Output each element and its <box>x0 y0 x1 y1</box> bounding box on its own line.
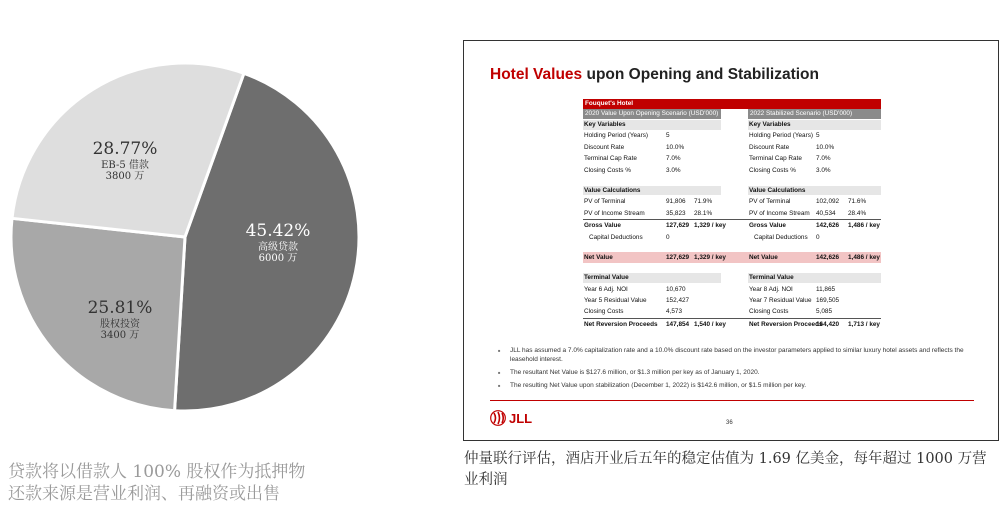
table-cell: 3.0% <box>816 166 831 174</box>
table-row <box>583 306 881 318</box>
table-cell: PV of Terminal <box>749 198 791 206</box>
table-cell: 1,329 / key <box>694 222 726 230</box>
table-cell: Discount Rate <box>749 143 790 151</box>
slide-title-highlight: Hotel Values <box>490 66 583 83</box>
right-caption: 仲量联行评估，酒店开业后五年的稳定估值为 1.69 亿美金，每年超过 1000 万营业利润 <box>464 451 987 488</box>
table-cell: 1,713 / key <box>848 320 880 328</box>
table-cell: 5 <box>816 132 820 140</box>
table-cell: 147,854 <box>666 320 690 328</box>
table-cell: 71.6% <box>848 198 867 206</box>
table-row <box>583 119 881 130</box>
table-cell: 1,486 / key <box>848 222 880 230</box>
table-cell: 28.4% <box>848 209 867 217</box>
table-row <box>583 295 881 306</box>
table-cell: 127,629 <box>666 222 690 230</box>
table-row <box>583 252 881 263</box>
table-row <box>583 176 881 185</box>
pie-label-equity: 25.81% 股权投资 3400 万 <box>87 298 153 342</box>
table-cell: Terminal Cap Rate <box>749 155 802 163</box>
table-cell: 71.9% <box>694 198 713 206</box>
table-cell: 142,626 <box>816 253 840 261</box>
bullet-note: ■ The resulting Net Value upon stabilization (December 1, 2022) is $142.6 million, or $1.5 million per key. <box>498 381 968 390</box>
table-cell: Closing Costs <box>584 308 624 316</box>
table-cell: 28.1% <box>694 209 713 217</box>
table-cell: 10.0% <box>666 143 685 151</box>
valuation-table <box>583 99 881 330</box>
table-cell: 3.0% <box>666 166 681 174</box>
table-cell: Key Variables <box>584 121 626 128</box>
table-cell: Year 5 Residual Value <box>584 297 647 305</box>
left-caption-line-2: 还款来源是营业利润、再融资或出售 <box>8 484 280 504</box>
table-row <box>583 220 881 231</box>
table-cell: 169,505 <box>816 297 840 305</box>
pie-label-eb5: 28.77% EB-5 借款 3800 万 <box>92 139 158 183</box>
table-row <box>583 130 881 141</box>
table-cell: Holding Period (Years) <box>584 132 649 140</box>
jll-logo-icon <box>490 410 506 426</box>
pie-chart <box>0 0 380 440</box>
slide-title <box>490 66 819 84</box>
table-row <box>583 185 881 196</box>
table-cell: Discount Rate <box>584 143 625 151</box>
right-scenario-header: 2022 Stabilized Scenario (USD'000) <box>748 109 881 119</box>
table-row <box>583 272 881 283</box>
table-cell: 10.0% <box>816 143 835 151</box>
table-cell: Value Calculations <box>749 186 806 194</box>
table-cell: Value Calculations <box>584 186 641 194</box>
table-row <box>583 243 881 252</box>
table-title: Fouquet's Hotel <box>583 99 881 109</box>
table-cell: 40,534 <box>816 209 836 217</box>
table-cell: 102,092 <box>816 198 840 206</box>
table-cell: Terminal Value <box>584 274 629 282</box>
table-cell: 152,427 <box>666 297 690 305</box>
bullet-notes <box>498 346 968 394</box>
table-cell: Net Value <box>749 253 778 261</box>
table-cell: Terminal Value <box>749 274 794 282</box>
table-row <box>583 153 881 164</box>
table-cell: 0 <box>816 233 820 241</box>
bullet-note: ■ The resultant Net Value is $127.6 million, or $1.3 million per key as of January 1, 2020. <box>498 368 968 377</box>
table-cell: Holding Period (Years) <box>749 132 814 140</box>
table-cell: Closing Costs % <box>584 166 631 174</box>
left-caption-line-1: 贷款将以借款人 100% 股权作为抵押物 <box>8 462 306 482</box>
table-cell: Gross Value <box>749 222 786 230</box>
table-cell: Closing Costs <box>749 308 789 316</box>
table-row <box>583 142 881 153</box>
table-row <box>583 232 881 243</box>
table-cell: Net Reversion Proceeds <box>584 320 658 328</box>
table-cell: 164,420 <box>816 320 840 328</box>
jll-valuation-slide <box>463 40 999 441</box>
table-cell: Capital Deductions <box>589 233 643 241</box>
left-scenario-header: 2020 Value Upon Opening Scenario (USD'000) <box>583 109 721 119</box>
table-cell: PV of Terminal <box>584 198 626 206</box>
jll-logo <box>490 409 532 427</box>
table-cell: Gross Value <box>584 222 621 230</box>
table-cell: 4,573 <box>666 308 682 316</box>
table-cell: 5 <box>666 132 670 140</box>
table-cell: 11,865 <box>816 285 836 293</box>
table-row <box>583 263 881 272</box>
table-cell: Net Reversion Proceeds <box>749 320 823 328</box>
jll-logo-text: JLL <box>509 410 533 426</box>
table-cell: 7.0% <box>816 155 831 163</box>
table-cell: 127,629 <box>666 253 690 261</box>
table-cell: 1,540 / key <box>694 320 726 328</box>
table-cell: 7.0% <box>666 155 681 163</box>
left-caption <box>8 461 428 505</box>
slide-title-rest: upon Opening and Stabilization <box>582 66 819 83</box>
table-row <box>583 165 881 176</box>
table-cell: 35,823 <box>666 209 686 217</box>
table-cell: 1,329 / key <box>694 253 726 261</box>
table-cell: Terminal Cap Rate <box>584 155 637 163</box>
table-row <box>583 319 881 330</box>
table-cell: PV of Income Stream <box>749 209 810 217</box>
table-cell: Year 8 Adj. NOI <box>749 285 793 293</box>
page-number: 36 <box>726 420 733 426</box>
pie-label-senior-loan: 45.42% 高级贷款 6000 万 <box>245 221 311 265</box>
table-cell: Capital Deductions <box>754 233 808 241</box>
table-cell: 91,806 <box>666 198 686 206</box>
table-cell: Net Value <box>584 253 613 261</box>
table-cell: 5,085 <box>816 308 832 316</box>
table-row <box>583 208 881 220</box>
table-cell: 0 <box>666 233 670 241</box>
table-cell: Year 6 Adj. NOI <box>584 285 628 293</box>
table-cell: 1,486 / key <box>848 253 880 261</box>
table-cell: 142,626 <box>816 222 840 230</box>
table-row <box>583 196 881 207</box>
table-cell: PV of Income Stream <box>584 209 645 217</box>
table-cell: Year 7 Residual Value <box>749 297 812 305</box>
scenario-header <box>583 109 881 119</box>
table-cell: Closing Costs % <box>749 166 796 174</box>
footer-divider <box>490 400 974 401</box>
table-cell: 10,670 <box>666 285 686 293</box>
table-cell: Key Variables <box>749 121 791 128</box>
bullet-note: ■ JLL has assumed a 7.0% capitalization rate and a 10.0% discount rate based on the investor parameters applied to similar luxury hotel assets and reflects the leasehold interest. <box>498 346 968 364</box>
table-row <box>583 284 881 295</box>
